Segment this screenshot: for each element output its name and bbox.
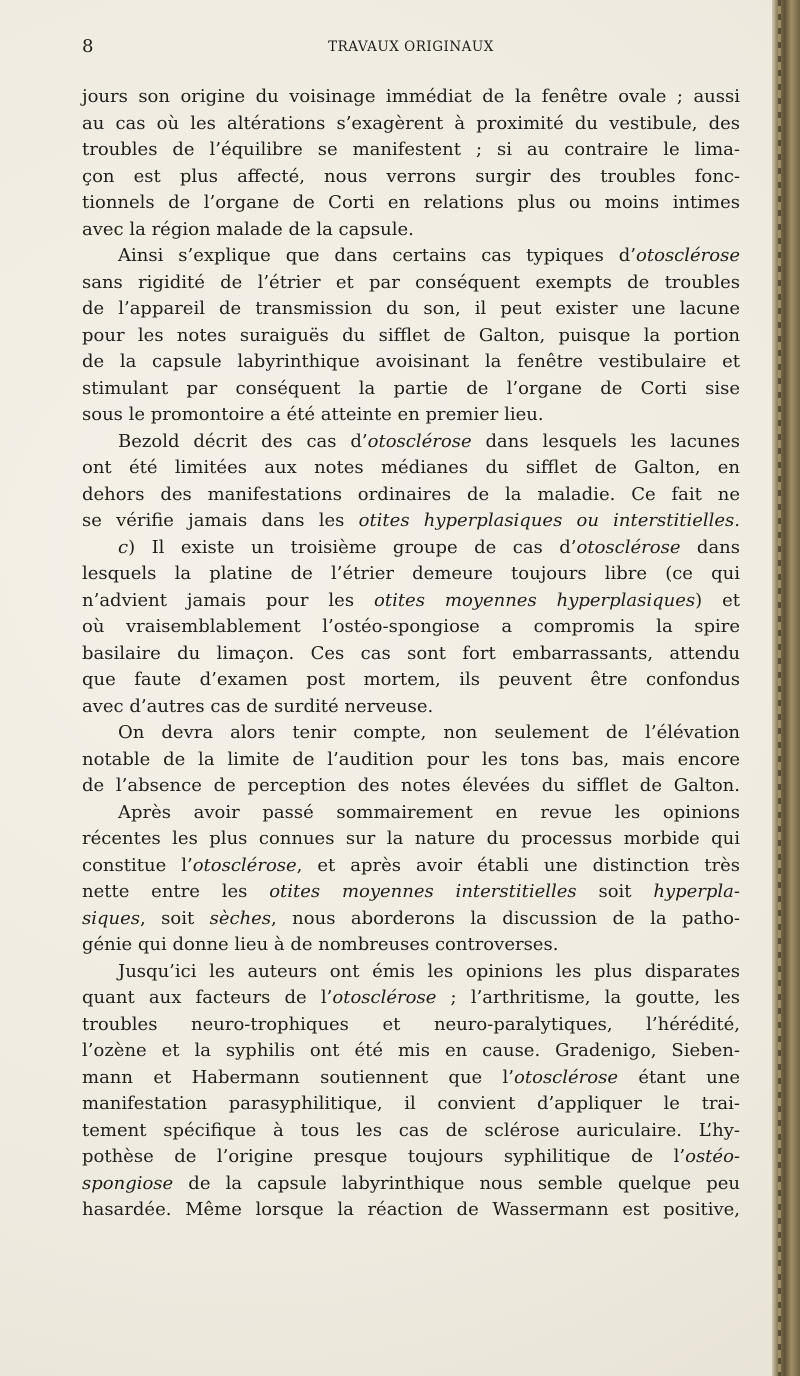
text-segment: Après avoir passé sommairement en revue les opinions — [118, 801, 740, 823]
page-header — [82, 36, 740, 62]
text-segment: troubles de l’équilibre se manifestent ; si au contraire le lima- — [82, 139, 740, 160]
italic-segment: otosclérose — [636, 245, 740, 266]
text-line — [82, 800, 740, 827]
italic-segment: otites hyperplasiques ou interstitielles. — [358, 510, 740, 531]
text-line — [82, 959, 740, 986]
italic-segment: otites moyennes interstitielles — [269, 881, 577, 902]
text-segment: sous le promontoire a été atteinte en premier lieu. — [82, 404, 544, 425]
text-segment: génie qui donne lieu à de nombreuses controverses. — [82, 934, 559, 955]
italic-segment: ostéo- — [685, 1146, 740, 1167]
text-line — [82, 270, 740, 297]
text-segment: sans rigidité de l’étrier et par conséquent exempts de troubles — [82, 271, 740, 293]
text-line — [82, 482, 740, 509]
italic-segment: spongiose — [82, 1172, 174, 1194]
text-line — [82, 747, 740, 774]
text-segment: manifestation parasyphilitique, il convient d’appliquer le trai- — [82, 1093, 740, 1114]
text-line — [82, 190, 740, 217]
text-segment: de l’absence de perception des notes élevées du sifflet de Galton. — [82, 775, 740, 796]
text-segment: hasardée. Même lorsque la réaction de Wassermann est positive, — [82, 1199, 740, 1220]
text-segment: de la capsule labyrinthique avoisinant la fenêtre vestibulaire et — [82, 351, 740, 372]
text-segment: se vérifie jamais dans les — [82, 510, 359, 531]
text-segment: n’advient jamais pour les — [82, 589, 374, 611]
text-line — [82, 1091, 740, 1118]
text-line — [82, 402, 740, 429]
text-segment: pothèse de l’origine presque toujours syphilitique de l’ — [82, 1146, 686, 1167]
text-line — [82, 641, 740, 668]
text-segment: stimulant par conséquent la partie de l’organe de Corti sise — [82, 377, 740, 399]
text-segment: dehors des manifestations ordinaires de la maladie. Ce fait ne — [82, 483, 740, 505]
page-number: 8 — [82, 36, 94, 57]
text-segment: pour les notes suraiguës du sifflet de Galton, puisque la portion — [82, 324, 740, 346]
text-line — [82, 1038, 740, 1065]
text-segment: jours son origine du voisinage immédiat de la fenêtre ovale ; aussi — [82, 86, 740, 107]
text-line — [82, 1144, 740, 1171]
italic-segment: hyperpla- — [653, 881, 740, 902]
italic-segment: otosclérose — [192, 854, 297, 876]
text-line — [82, 853, 740, 880]
text-segment: l’ozène et la syphilis ont été mis en cause. Gradenigo, Sieben- — [82, 1040, 740, 1061]
text-segment: çon est plus affecté, nous verrons surgir des troubles fonc- — [82, 165, 740, 187]
text-line — [82, 111, 740, 138]
italic-segment: otosclérose — [367, 430, 472, 452]
text-line — [82, 826, 740, 853]
italic-segment: otosclérose — [514, 1066, 618, 1088]
text-segment: récentes les plus connues sur la nature du processus morbide qui — [82, 828, 740, 849]
text-segment: ) Il existe un troisième groupe de cas d’ — [128, 536, 577, 558]
text-segment: Bezold décrit des cas d’ — [118, 430, 368, 452]
text-line — [82, 535, 740, 562]
text-segment: quant aux facteurs de l’ — [82, 987, 333, 1008]
text-segment: dans — [680, 536, 741, 558]
text-line — [82, 614, 740, 641]
text-segment: étant une — [618, 1066, 740, 1088]
text-line — [82, 773, 740, 800]
text-segment: , et après avoir établi une distinction très — [296, 854, 740, 876]
text-segment: tionnels de l’organe de Corti en relations plus ou moins intimes — [82, 192, 740, 213]
text-segment: Ainsi s’explique que dans certains cas typiques d’ — [118, 245, 637, 266]
text-segment: On devra alors tenir compte, non seulement de l’élévation — [118, 722, 740, 743]
text-segment: notable de la limite de l’audition pour les tons bas, mais encore — [82, 748, 740, 770]
text-segment: au cas où les altérations s’exagèrent à proximité du vestibule, des — [82, 112, 740, 134]
italic-segment: otosclérose — [576, 536, 681, 558]
text-segment: ; l’arthritisme, la goutte, les — [436, 987, 741, 1008]
text-line — [82, 985, 740, 1012]
text-segment: ont été limitées aux notes médianes du sifflet de Galton, en — [82, 457, 740, 478]
text-line — [82, 84, 740, 111]
text-line — [82, 349, 740, 376]
text-line — [82, 1065, 740, 1092]
text-line — [82, 561, 740, 588]
text-segment: de l’appareil de transmission du son, il peut exister une lacune — [82, 298, 740, 319]
text-segment: dans lesquels les lacunes — [471, 430, 740, 452]
text-line — [82, 667, 740, 694]
book-binding-edge — [772, 0, 800, 1376]
text-line — [82, 588, 740, 615]
text-line — [82, 296, 740, 323]
text-line — [82, 323, 740, 350]
text-line — [82, 164, 740, 191]
text-segment: avec d’autres cas de surdité nerveuse. — [82, 695, 434, 717]
text-line — [82, 932, 740, 959]
text-segment: lesquels la platine de l’étrier demeure toujours libre (ce qui — [82, 563, 740, 584]
text-segment: , nous aborderons la discussion de la patho- — [271, 907, 740, 929]
text-segment: avec la région malade de la capsule. — [82, 218, 414, 240]
text-segment: nette entre les — [82, 881, 270, 902]
text-line — [82, 879, 740, 906]
text-segment: où vraisemblablement l’ostéo-spongiose a compromis la spire — [82, 616, 740, 637]
text-segment: Jusqu’ici les auteurs ont émis les opinions les plus disparates — [118, 960, 740, 982]
italic-segment: otosclérose — [332, 987, 437, 1008]
text-segment: troubles neuro-trophiques et neuro-paralytiques, l’hérédité, — [82, 1013, 740, 1035]
text-line — [82, 720, 740, 747]
text-line — [82, 694, 740, 721]
italic-segment: siques — [82, 907, 140, 929]
text-line — [82, 217, 740, 244]
text-line — [82, 508, 740, 535]
italic-segment: sèches — [209, 907, 272, 929]
text-segment: basilaire du limaçon. Ces cas sont fort embarrassants, attendu — [82, 642, 740, 664]
italic-segment: c — [118, 536, 129, 558]
body-text — [82, 84, 740, 1224]
text-line — [82, 1197, 740, 1224]
text-line — [82, 1118, 740, 1145]
text-line — [82, 137, 740, 164]
text-segment: tement spécifique à tous les cas de sclérose auriculaire. L’hy- — [82, 1119, 740, 1141]
text-segment: ) et — [695, 589, 741, 611]
text-segment: de la capsule labyrinthique nous semble quelque peu — [173, 1172, 740, 1194]
text-segment: soit — [576, 881, 654, 902]
text-line — [82, 455, 740, 482]
text-line — [82, 1171, 740, 1198]
text-line — [82, 429, 740, 456]
text-segment: constitue l’ — [82, 854, 193, 876]
text-line — [82, 1012, 740, 1039]
italic-segment: otites moyennes hyperplasiques — [374, 589, 696, 611]
text-segment: mann et Habermann soutiennent que l’ — [82, 1066, 515, 1088]
text-line — [82, 376, 740, 403]
text-line — [82, 243, 740, 270]
text-line — [82, 906, 740, 933]
text-segment: que faute d’examen post mortem, ils peuvent être confondus — [82, 669, 740, 690]
text-segment: , soit — [140, 907, 210, 929]
running-head: TRAVAUX ORIGINAUX — [328, 39, 494, 55]
